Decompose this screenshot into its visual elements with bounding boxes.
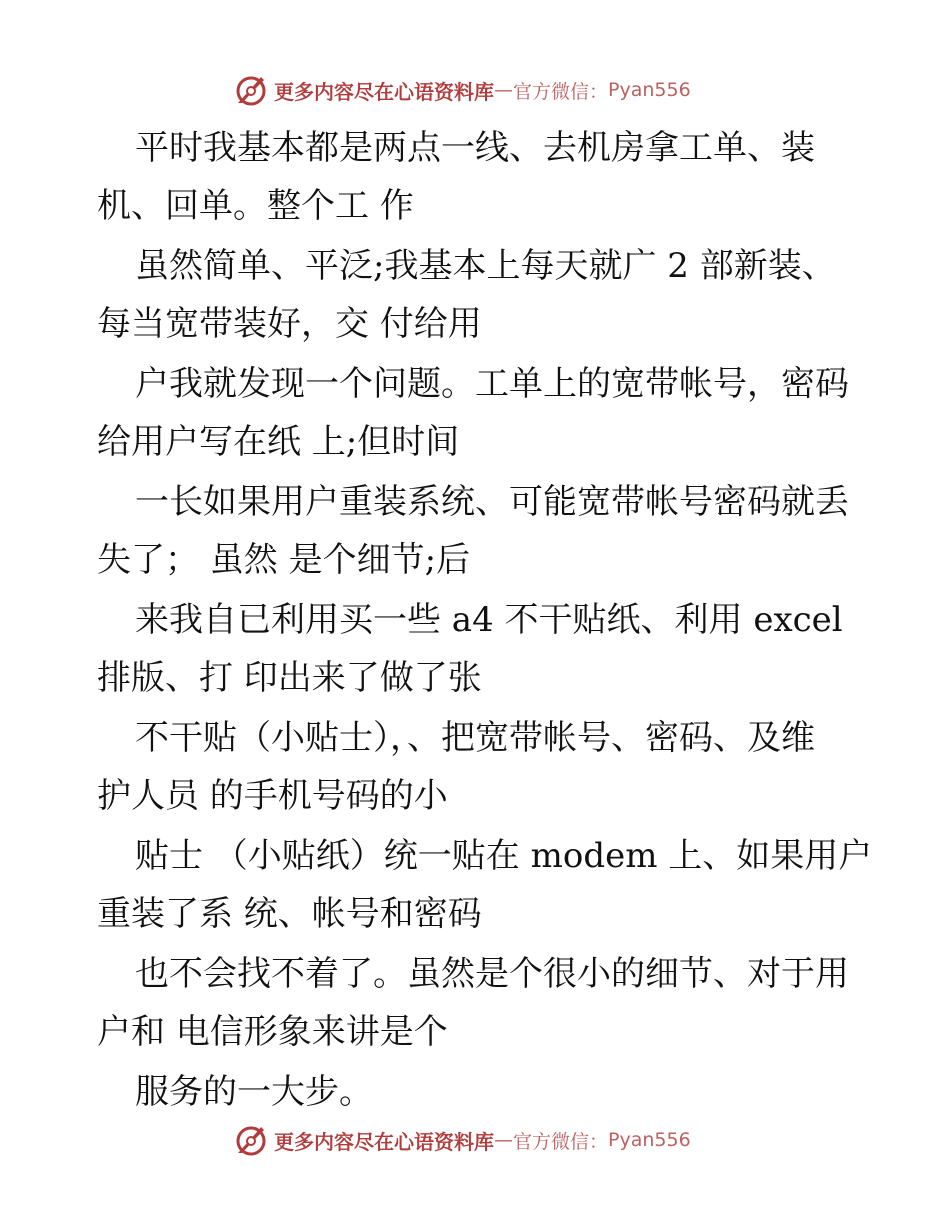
text-line: 排版、打 印出来了做了张 (97, 658, 482, 698)
text-line: 每当宽带装好，交 付给用 (97, 304, 482, 344)
text-line: 平时我基本都是两点一线、去机房拿工单、装 (135, 128, 815, 168)
header-wechat-label: 官方微信： (513, 80, 609, 103)
footer-dash: — (494, 1129, 513, 1151)
header-wechat-id: Pyan556 (608, 79, 691, 101)
footer-banner (0, 1120, 950, 1160)
text-line: 一长如果用户重装系统、可能宽带帐号密码就丢 (135, 482, 849, 522)
text-line: 也不会找不着了。虽然是个很小的细节、对于用 (135, 954, 849, 994)
text-line: 重装了系 统、帐号和密码 (97, 894, 482, 934)
text-line: 来我自已利用买一些 a4 不干贴纸、利用 excel (135, 600, 843, 640)
text-line: 机、回单。整个工 作 (97, 186, 414, 226)
text-line: 护人员 的手机号码的小 (97, 776, 448, 816)
header-dash: — (494, 79, 513, 101)
text-line: 服务的一大步。 (135, 1072, 373, 1112)
text-line: 不干贴（小贴士），、把宽带帐号、密码、及维 (135, 718, 815, 758)
footer-wechat-id: Pyan556 (608, 1129, 691, 1151)
header-brand: 更多内容尽在心语资料库 (274, 79, 494, 104)
quill-pen-logo-icon (234, 1123, 268, 1157)
header-banner (0, 70, 950, 110)
footer-brand: 更多内容尽在心语资料库 (274, 1129, 494, 1154)
footer-wechat-label: 官方微信： (513, 1130, 609, 1153)
text-line: 失了； 虽然 是个细节;后 (97, 540, 471, 580)
text-line: 给用户写在纸 上;但时间 (97, 422, 460, 462)
text-line: 贴士 （小贴纸）统一贴在 modem 上、如果用户 (135, 836, 873, 876)
quill-pen-logo-icon (234, 73, 268, 107)
text-line: 户和 电信形象来讲是个 (97, 1012, 448, 1052)
text-line: 户我就发现一个问题。工单上的宽带帐号，密码 (135, 364, 849, 404)
text-line: 虽然简单、平泛;我基本上每天就广 2 部新装、 (135, 246, 836, 286)
